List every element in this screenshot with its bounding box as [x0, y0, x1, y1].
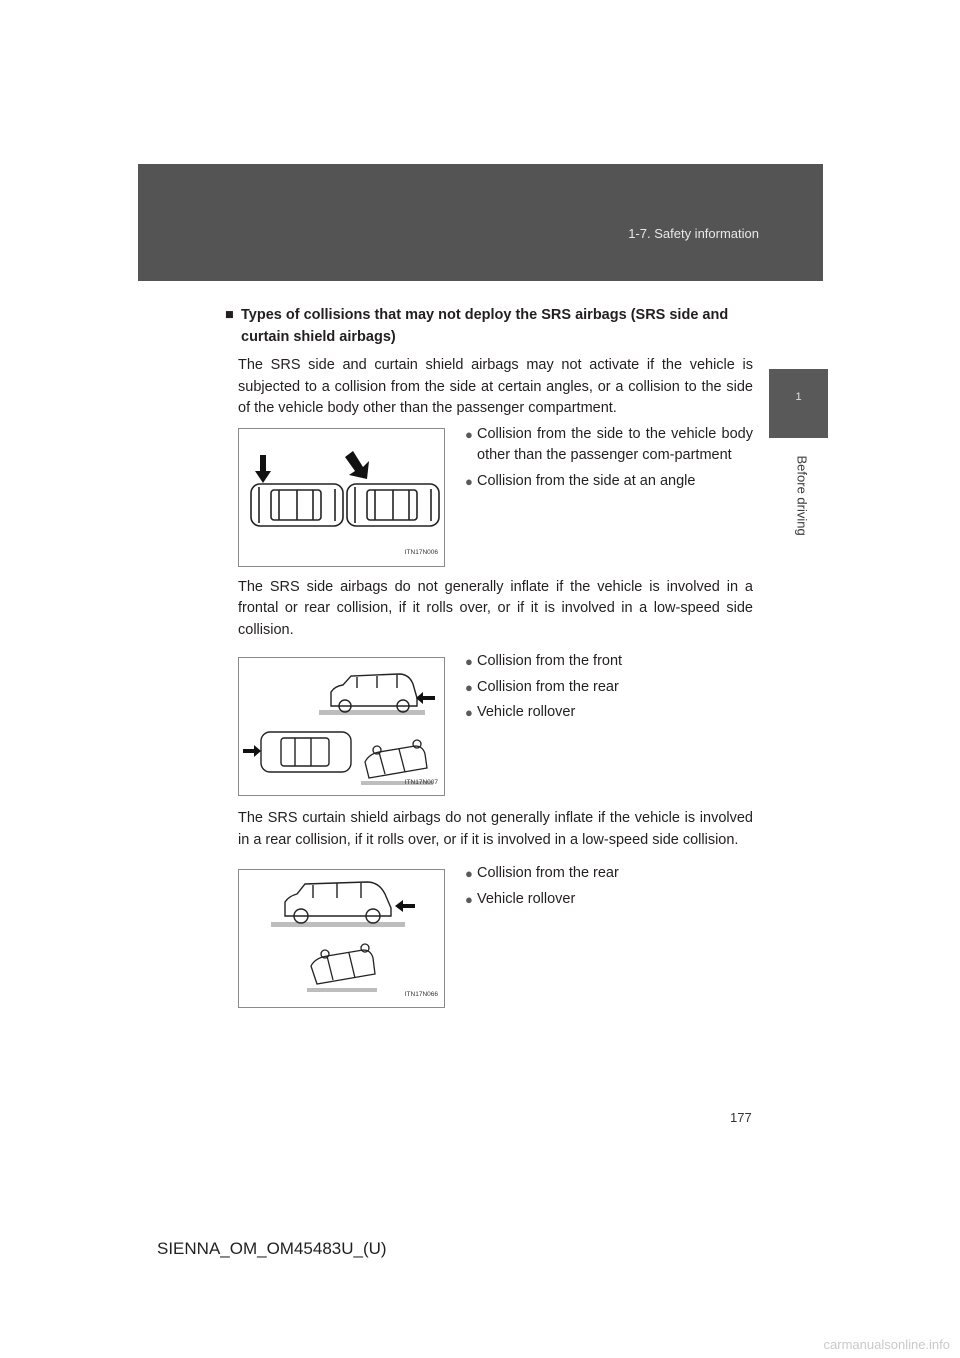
chapter-label-text: Before driving — [794, 455, 810, 536]
list-item: ● Collision from the side at an angle — [465, 471, 753, 493]
section-header-bar — [138, 164, 823, 281]
figure-code: ITN17N006 — [404, 549, 438, 556]
document-code: SIENNA_OM_OM45483U_(U) — [157, 1239, 387, 1258]
chapter-tab — [769, 369, 828, 438]
page-number: 177 — [730, 1110, 752, 1125]
circle-bullet-icon: ● — [465, 679, 473, 695]
subsection-heading — [225, 305, 753, 348]
impact-arrows — [255, 451, 369, 483]
circle-bullet-icon: ● — [465, 891, 473, 907]
chapter-label — [792, 450, 812, 550]
list-item: ● Collision from the front — [465, 651, 753, 673]
circle-bullet-icon: ● — [465, 473, 473, 489]
list-item: ● Vehicle rollover — [465, 702, 753, 724]
section-title: 1-7. Safety information — [628, 226, 759, 241]
list-item: ● Collision from the side to the vehicle body other than the passenger com-partment — [465, 424, 753, 467]
circle-bullet-icon: ● — [465, 866, 473, 881]
chapter-number: 1 — [795, 391, 802, 403]
bullet-list-2 — [465, 651, 753, 796]
figure-row-3 — [238, 865, 753, 1008]
figure-row-1 — [238, 425, 753, 567]
paragraph-curtain-airbags: The SRS curtain shield airbags do not generally inflate if the vehicle is involved in a rear collision, if it rolls over, or if it is involved in a low-speed side collision. — [238, 810, 753, 848]
heading-text: Types of collisions that may not deploy the SRS airbags (SRS side and curtain shield airbags) — [241, 307, 729, 345]
main-content — [225, 305, 753, 1008]
paragraph-side-curtain: The SRS side and curtain shield airbags may not activate if the vehicle is subjected to a collision from the side at certain angles, or a collision to the side of the vehicle body other than the passenger compartment. — [238, 357, 753, 416]
circle-bullet-icon: ● — [465, 426, 473, 442]
bullet-list-3 — [465, 863, 753, 1008]
watermark: carmanualsonline.info — [823, 1337, 950, 1352]
list-item: ● Vehicle rollover — [465, 889, 753, 911]
illustration-side-collision — [238, 428, 445, 567]
figure-code: ITN17N066 — [404, 990, 438, 998]
figure-row-2 — [238, 653, 753, 796]
illustration-front-rear-rollover — [238, 657, 445, 796]
illustration-rear-rollover — [238, 869, 445, 1008]
circle-bullet-icon: ● — [465, 654, 473, 669]
list-item: ● Collision from the rear — [465, 677, 753, 699]
list-item: ● Collision from the rear — [465, 863, 753, 885]
circle-bullet-icon: ● — [465, 705, 473, 720]
square-bullet-icon: ■ — [225, 307, 234, 323]
figure-code: ITN17N007 — [404, 778, 438, 786]
paragraph-side-airbags: The SRS side airbags do not generally inflate if the vehicle is involved in a frontal or rear collision, if it rolls over, or if it is involved in a low-speed side collision. — [238, 578, 753, 638]
bullet-list-1 — [465, 424, 753, 567]
